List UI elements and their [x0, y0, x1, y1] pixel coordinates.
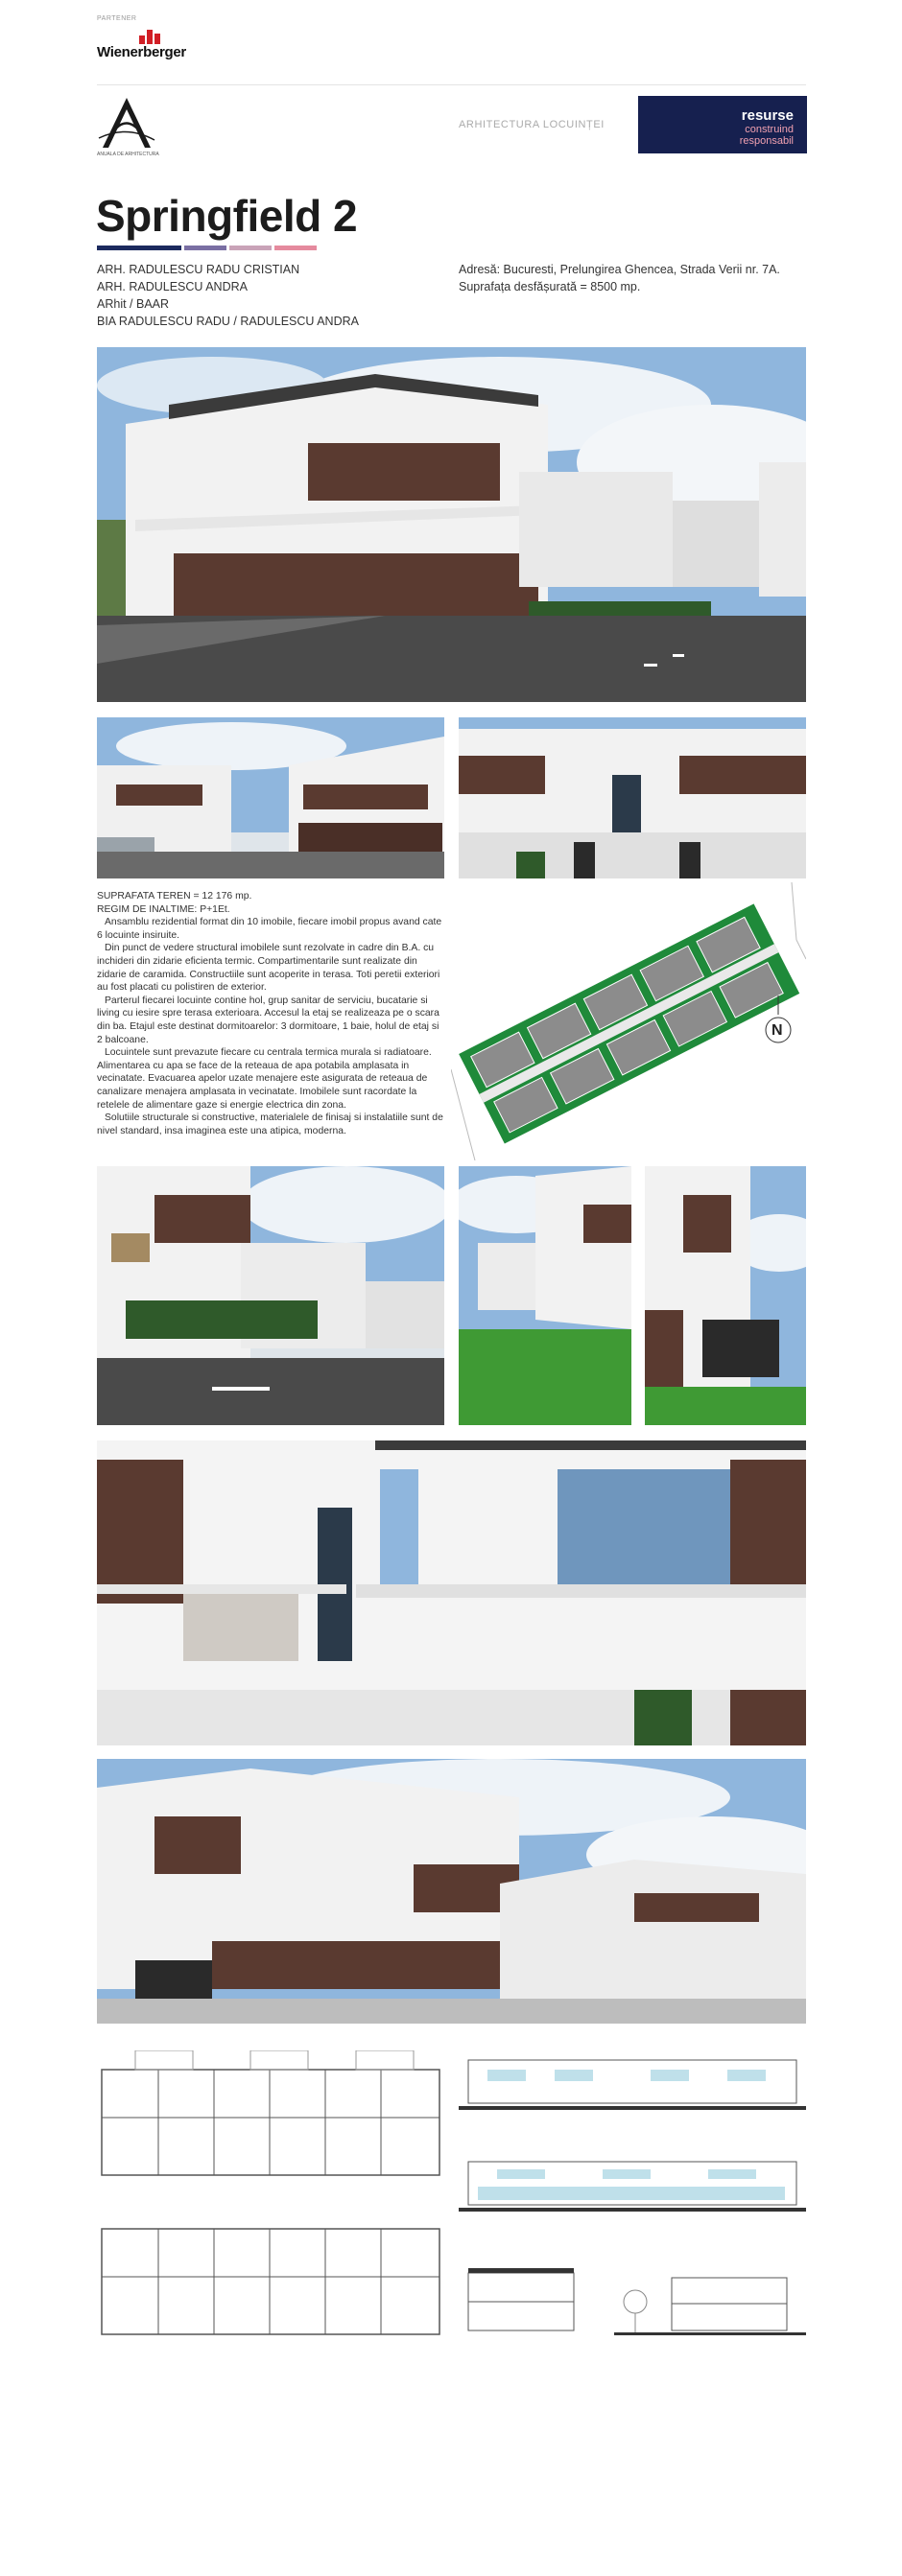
description-paragraph: Locuintele sunt prevazute fiecare cu centrala termica murala si radiatoare. Alimentarea cu apa se face de la reteaua de apa potabila amplasata in vecinatate. Evacuarea apelor uzate menajere este asigurata de reteaua de canalizare menajera amplasata in vecinatate. Imobilele sunt racordate la retelele de alimentare gaze si energie electrica din zona.	[97, 1047, 432, 1111]
section-drawing-right[interactable]	[614, 2263, 806, 2340]
description-paragraph: Solutiile structurale si constructive, materialele de finisaj si instalatiile sunt de nivel standard, insa imaginea este una atipica, moderna.	[97, 1112, 443, 1136]
resurse-brand: resurse	[741, 107, 794, 124]
site-plan[interactable]	[451, 882, 806, 1160]
wienerberger-brick-icon	[135, 27, 164, 44]
height-regime: REGIM DE INALTIME: P+1Et.	[97, 903, 230, 915]
elevation-front[interactable]	[459, 2050, 806, 2118]
wienerberger-logo[interactable]	[97, 27, 202, 61]
photo-facade-detail[interactable]	[97, 1440, 806, 1745]
description-paragraph: Ansamblu rezidential format din 10 imobile, fiecare imobil propus avand cate 6 locuinte insiruite.	[97, 917, 442, 941]
anuala-caption: ANUALA DE ARHITECTURA	[97, 152, 159, 157]
project-address: Adresă: Bucuresti, Prelungirea Ghencea, Strada Verii nr. 7A.	[459, 263, 780, 276]
project-description	[97, 890, 444, 1137]
wienerberger-wordmark: Wienerberger	[97, 44, 186, 60]
resurse-line1: construind	[745, 124, 794, 135]
photo-corner-view[interactable]	[97, 1759, 806, 2024]
header-divider	[97, 84, 806, 85]
title-color-bars	[97, 246, 320, 250]
description-paragraph: Parterul fiecarei locuinte contine hol, grup sanitar de serviciu, bucatarie si living cu iesire spre terasa exterioara. Accesul la etaj se realizeaza pe o scara din ba. Etajul este destinat dormitoarelor: 3 dormitoare, 1 baie, holul de etaj si 2 balcoane.	[97, 995, 439, 1045]
photo-parking-courtyard[interactable]	[97, 717, 444, 878]
photo-entrance[interactable]	[645, 1166, 806, 1425]
title-bar-pink	[274, 246, 317, 250]
project-surface: Suprafața desfășurată = 8500 mp.	[459, 280, 641, 293]
anuala-a-icon	[97, 96, 156, 150]
photo-facade-front[interactable]	[459, 717, 806, 878]
credit-line: ARH. RADULESCU RADU CRISTIAN	[97, 263, 300, 276]
section-drawing-left[interactable]	[459, 2263, 593, 2340]
credit-line: ARH. RADULESCU ANDRA	[97, 280, 248, 293]
section-title: ARHITECTURA LOCUINȚEI	[459, 119, 605, 130]
title-bar-mauve	[229, 246, 272, 250]
photo-lawn-side[interactable]	[459, 1166, 631, 1425]
land-area: SUPRAFATA TEREN = 12 176 mp.	[97, 891, 252, 902]
title-bar-violet	[184, 246, 226, 250]
elevation-rear[interactable]	[459, 2152, 806, 2219]
project-info	[459, 261, 780, 295]
credit-line: ARhit / BAAR	[97, 297, 170, 311]
resurse-line2: responsabil	[739, 135, 794, 147]
floor-plan-upper[interactable]	[97, 2219, 444, 2340]
resurse-badge[interactable]	[638, 96, 807, 153]
sponsor-label: PARTENER	[97, 15, 137, 22]
title-bar-navy	[97, 246, 181, 250]
photo-street-row[interactable]	[97, 1166, 444, 1425]
credit-line: BIA RADULESCU RADU / RADULESCU ANDRA	[97, 315, 359, 328]
project-title: Springfield 2	[96, 191, 358, 241]
description-paragraph: Din punct de vedere structural imobilele sunt rezolvate in cadre din B.A. cu inchideri din zidarie eficienta termic. Compartimentarile sunt realizate din zidarie de caramida. Constructiile sunt acoperite in terasa. Toti peretii exteriori au fost placati cu polistiren de exterior.	[97, 943, 440, 994]
photo-hero-street[interactable]	[97, 347, 806, 702]
north-label: N	[771, 1022, 783, 1039]
floor-plan-ground[interactable]	[97, 2050, 444, 2185]
architect-credits	[97, 261, 359, 330]
anuala-arhitectura-logo[interactable]	[97, 96, 164, 155]
